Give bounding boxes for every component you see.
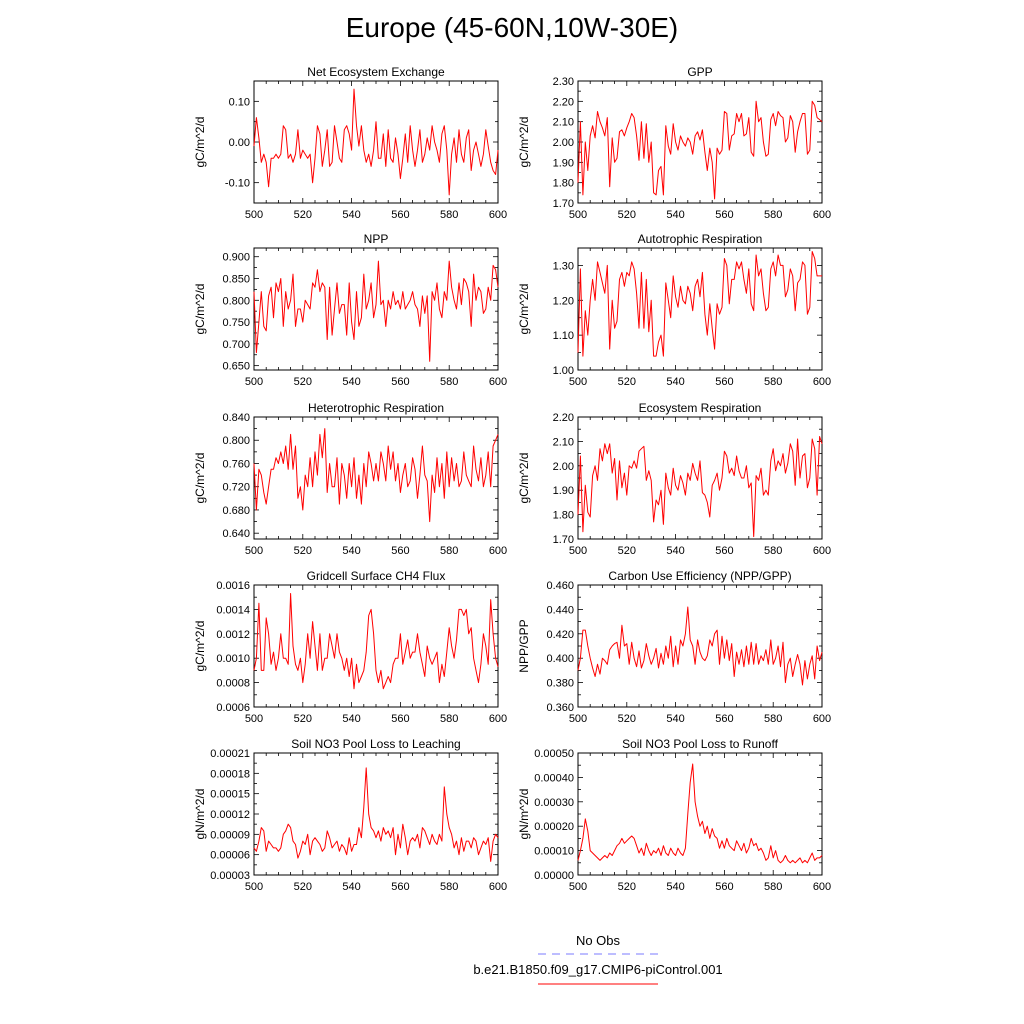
- y-axis-label: gC/m^2/d: [193, 620, 207, 672]
- series-line-0: [254, 89, 498, 195]
- x-tick-label: 540: [666, 713, 685, 725]
- y-tick-label: 0.0006: [216, 702, 250, 714]
- series-line-0: [254, 261, 498, 361]
- y-tick-label: 0.900: [222, 251, 250, 264]
- y-tick-label: 1.30: [552, 260, 574, 273]
- chart-title: Gridcell Surface CH4 Flux: [306, 569, 446, 583]
- y-tick-label: 0.00030: [534, 796, 574, 809]
- x-tick-label: 600: [812, 209, 832, 221]
- x-tick-label: 500: [244, 545, 264, 557]
- y-axis-label: gN/m^2/d: [517, 788, 531, 840]
- x-tick-label: 500: [244, 209, 264, 221]
- y-tick-label: 0.460: [546, 580, 574, 592]
- chart-title: Soil NO3 Pool Loss to Runoff: [622, 737, 778, 751]
- x-tick-label: 520: [293, 545, 312, 557]
- x-tick-label: 520: [617, 376, 636, 388]
- x-tick-label: 580: [440, 881, 459, 893]
- x-tick-label: 500: [244, 376, 264, 388]
- series-line-0: [578, 607, 822, 685]
- y-tick-label: 0.440: [546, 604, 574, 617]
- plot-frame: [578, 753, 822, 875]
- chart-panel-5: [517, 401, 831, 557]
- chart-panel-8: [193, 737, 507, 893]
- y-axis-label: gC/m^2/d: [517, 116, 531, 168]
- x-tick-label: 540: [342, 376, 361, 388]
- y-tick-label: 0.00040: [534, 772, 574, 785]
- y-axis-label: gC/m^2/d: [517, 283, 531, 335]
- x-tick-label: 560: [391, 881, 410, 893]
- x-tick-label: 520: [293, 209, 312, 221]
- y-tick-label: 1.10: [552, 330, 574, 343]
- y-tick-label: 0.800: [222, 295, 250, 308]
- y-tick-label: 2.20: [552, 96, 574, 109]
- x-tick-label: 580: [764, 376, 783, 388]
- plot-frame: [254, 753, 498, 875]
- chart-panel-1: [517, 65, 831, 221]
- y-tick-label: 1.90: [552, 157, 574, 170]
- y-tick-label: 0.720: [222, 481, 250, 494]
- x-tick-label: 500: [568, 713, 588, 725]
- x-tick-label: 540: [666, 545, 685, 557]
- x-tick-label: 500: [244, 713, 264, 725]
- x-tick-label: 580: [764, 713, 783, 725]
- y-tick-label: 0.680: [222, 504, 250, 517]
- x-tick-label: 520: [293, 881, 312, 893]
- x-tick-label: 500: [244, 881, 264, 893]
- y-tick-label: 0.420: [546, 628, 574, 641]
- x-tick-label: 520: [293, 376, 312, 388]
- y-tick-label: 0.400: [546, 653, 574, 666]
- y-axis-label: gC/m^2/d: [193, 283, 207, 335]
- x-tick-label: 560: [391, 376, 410, 388]
- series-line-0: [578, 101, 822, 199]
- y-tick-label: 0.800: [222, 435, 250, 448]
- y-tick-label: 0.650: [222, 360, 250, 373]
- y-tick-label: 1.00: [552, 365, 574, 377]
- y-tick-label: 0.00050: [534, 748, 574, 760]
- x-tick-label: 580: [440, 545, 459, 557]
- y-axis-label: gN/m^2/d: [193, 788, 207, 840]
- chart-title: Ecosystem Respiration: [638, 401, 762, 415]
- y-tick-label: 1.70: [552, 534, 574, 546]
- y-axis-label: gC/m^2/d: [193, 452, 207, 504]
- x-tick-label: 560: [391, 545, 410, 557]
- x-tick-label: 580: [764, 545, 783, 557]
- chart-title: Carbon Use Efficiency (NPP/GPP): [608, 569, 792, 583]
- y-tick-label: 0.00003: [210, 870, 250, 882]
- y-tick-label: 0.640: [222, 528, 250, 541]
- y-tick-label: 2.30: [552, 76, 574, 88]
- chart-title: GPP: [687, 65, 713, 79]
- chart-panel-9: [517, 737, 831, 893]
- x-tick-label: 600: [488, 376, 508, 388]
- x-tick-label: 540: [342, 545, 361, 557]
- y-axis-label: NPP/GPP: [517, 619, 531, 673]
- x-tick-label: 600: [812, 713, 832, 725]
- chart-title: Heterotrophic Respiration: [307, 401, 445, 415]
- x-tick-label: 560: [715, 376, 734, 388]
- y-tick-label: 0.360: [546, 702, 574, 714]
- x-tick-label: 580: [764, 209, 783, 221]
- y-tick-label: 2.10: [552, 436, 574, 449]
- x-tick-label: 560: [715, 545, 734, 557]
- y-tick-label: 1.80: [552, 177, 574, 190]
- x-tick-label: 600: [488, 209, 508, 221]
- y-tick-label: 1.20: [552, 295, 574, 308]
- x-tick-label: 540: [342, 881, 361, 893]
- series-line-0: [254, 429, 498, 522]
- plot-frame: [578, 585, 822, 707]
- y-tick-label: 2.00: [552, 460, 574, 473]
- x-tick-label: 580: [764, 881, 783, 893]
- y-tick-label: 0.750: [222, 317, 250, 330]
- y-tick-label: 0.10: [228, 96, 250, 109]
- x-tick-label: 500: [568, 376, 588, 388]
- plot-frame: [254, 248, 498, 370]
- legend-entry-label-0: No Obs: [575, 933, 621, 948]
- y-tick-label: 0.700: [222, 338, 250, 351]
- x-tick-label: 600: [812, 376, 832, 388]
- figure-title: Europe (45-60N,10W-30E): [345, 12, 679, 43]
- plot-frame: [578, 417, 822, 539]
- y-tick-label: 0.760: [222, 458, 250, 471]
- chart-title: Soil NO3 Pool Loss to Leaching: [291, 737, 461, 751]
- y-tick-label: 0.00020: [534, 821, 574, 834]
- y-tick-label: 0.0012: [216, 628, 250, 641]
- y-tick-label: 1.70: [552, 198, 574, 210]
- chart-title: NPP: [363, 232, 389, 246]
- y-tick-label: 0.00018: [210, 768, 250, 781]
- x-tick-label: 500: [568, 881, 588, 893]
- x-tick-label: 520: [617, 545, 636, 557]
- y-tick-label: 0.0008: [216, 677, 250, 690]
- chart-panel-6: [193, 569, 507, 725]
- x-tick-label: 580: [440, 209, 459, 221]
- x-tick-label: 520: [293, 713, 312, 725]
- y-tick-label: 2.20: [552, 412, 574, 424]
- x-tick-label: 600: [812, 545, 832, 557]
- x-tick-label: 560: [715, 881, 734, 893]
- series-line-0: [254, 594, 498, 689]
- series-line-0: [578, 764, 822, 863]
- y-tick-label: 0.00021: [210, 748, 250, 760]
- x-tick-label: 560: [715, 713, 734, 725]
- y-tick-label: 1.90: [552, 485, 574, 498]
- x-tick-label: 600: [488, 881, 508, 893]
- x-tick-label: 500: [568, 209, 588, 221]
- y-tick-label: 0.0014: [216, 604, 250, 617]
- x-tick-label: 540: [342, 713, 361, 725]
- y-axis-label: gC/m^2/d: [517, 452, 531, 504]
- y-tick-label: 0.00009: [210, 829, 250, 842]
- y-tick-label: 0.00010: [534, 845, 574, 858]
- legend-entry-label-1: b.e21.B1850.f09_g17.CMIP6-piControl.001: [473, 962, 723, 977]
- x-tick-label: 600: [488, 545, 508, 557]
- plot-frame: [254, 81, 498, 203]
- x-tick-label: 520: [617, 713, 636, 725]
- y-tick-label: 2.00: [552, 137, 574, 149]
- x-tick-label: 520: [617, 881, 636, 893]
- series-line-0: [578, 437, 822, 537]
- x-tick-label: 540: [666, 376, 685, 388]
- y-tick-label: 0.0016: [216, 580, 250, 592]
- x-tick-label: 560: [391, 713, 410, 725]
- chart-panel-0: [193, 65, 507, 221]
- x-tick-label: 540: [666, 209, 685, 221]
- y-tick-label: 1.80: [552, 509, 574, 522]
- x-tick-label: 580: [440, 376, 459, 388]
- x-tick-label: 580: [440, 713, 459, 725]
- x-tick-label: 600: [812, 881, 832, 893]
- x-tick-label: 540: [342, 209, 361, 221]
- chart-panel-3: [517, 232, 831, 388]
- y-tick-label: 0.850: [222, 273, 250, 286]
- y-tick-label: 0.00: [228, 137, 250, 149]
- plot-frame: [578, 248, 822, 370]
- x-tick-label: 500: [568, 545, 588, 557]
- y-tick-label: 0.840: [222, 412, 250, 424]
- chart-panel-4: [193, 401, 507, 557]
- chart-title: Net Ecosystem Exchange: [307, 65, 445, 79]
- y-tick-label: -0.10: [224, 177, 250, 190]
- chart-title: Autotrophic Respiration: [637, 232, 763, 246]
- x-tick-label: 560: [715, 209, 734, 221]
- x-tick-label: 520: [617, 209, 636, 221]
- y-axis-label: gC/m^2/d: [193, 116, 207, 168]
- y-tick-label: 2.10: [552, 116, 574, 129]
- series-line-0: [578, 252, 822, 357]
- x-tick-label: 600: [488, 713, 508, 725]
- x-tick-label: 540: [666, 881, 685, 893]
- chart-panel-2: [193, 232, 507, 388]
- y-tick-label: 0.00015: [210, 788, 250, 801]
- x-tick-label: 560: [391, 209, 410, 221]
- y-tick-label: 0.00012: [210, 809, 250, 821]
- y-tick-label: 0.00006: [210, 849, 250, 862]
- chart-panel-7: [517, 569, 831, 725]
- series-line-0: [254, 768, 498, 862]
- y-tick-label: 0.380: [546, 677, 574, 690]
- y-tick-label: 0.00000: [534, 870, 574, 882]
- y-tick-label: 0.0010: [216, 653, 250, 666]
